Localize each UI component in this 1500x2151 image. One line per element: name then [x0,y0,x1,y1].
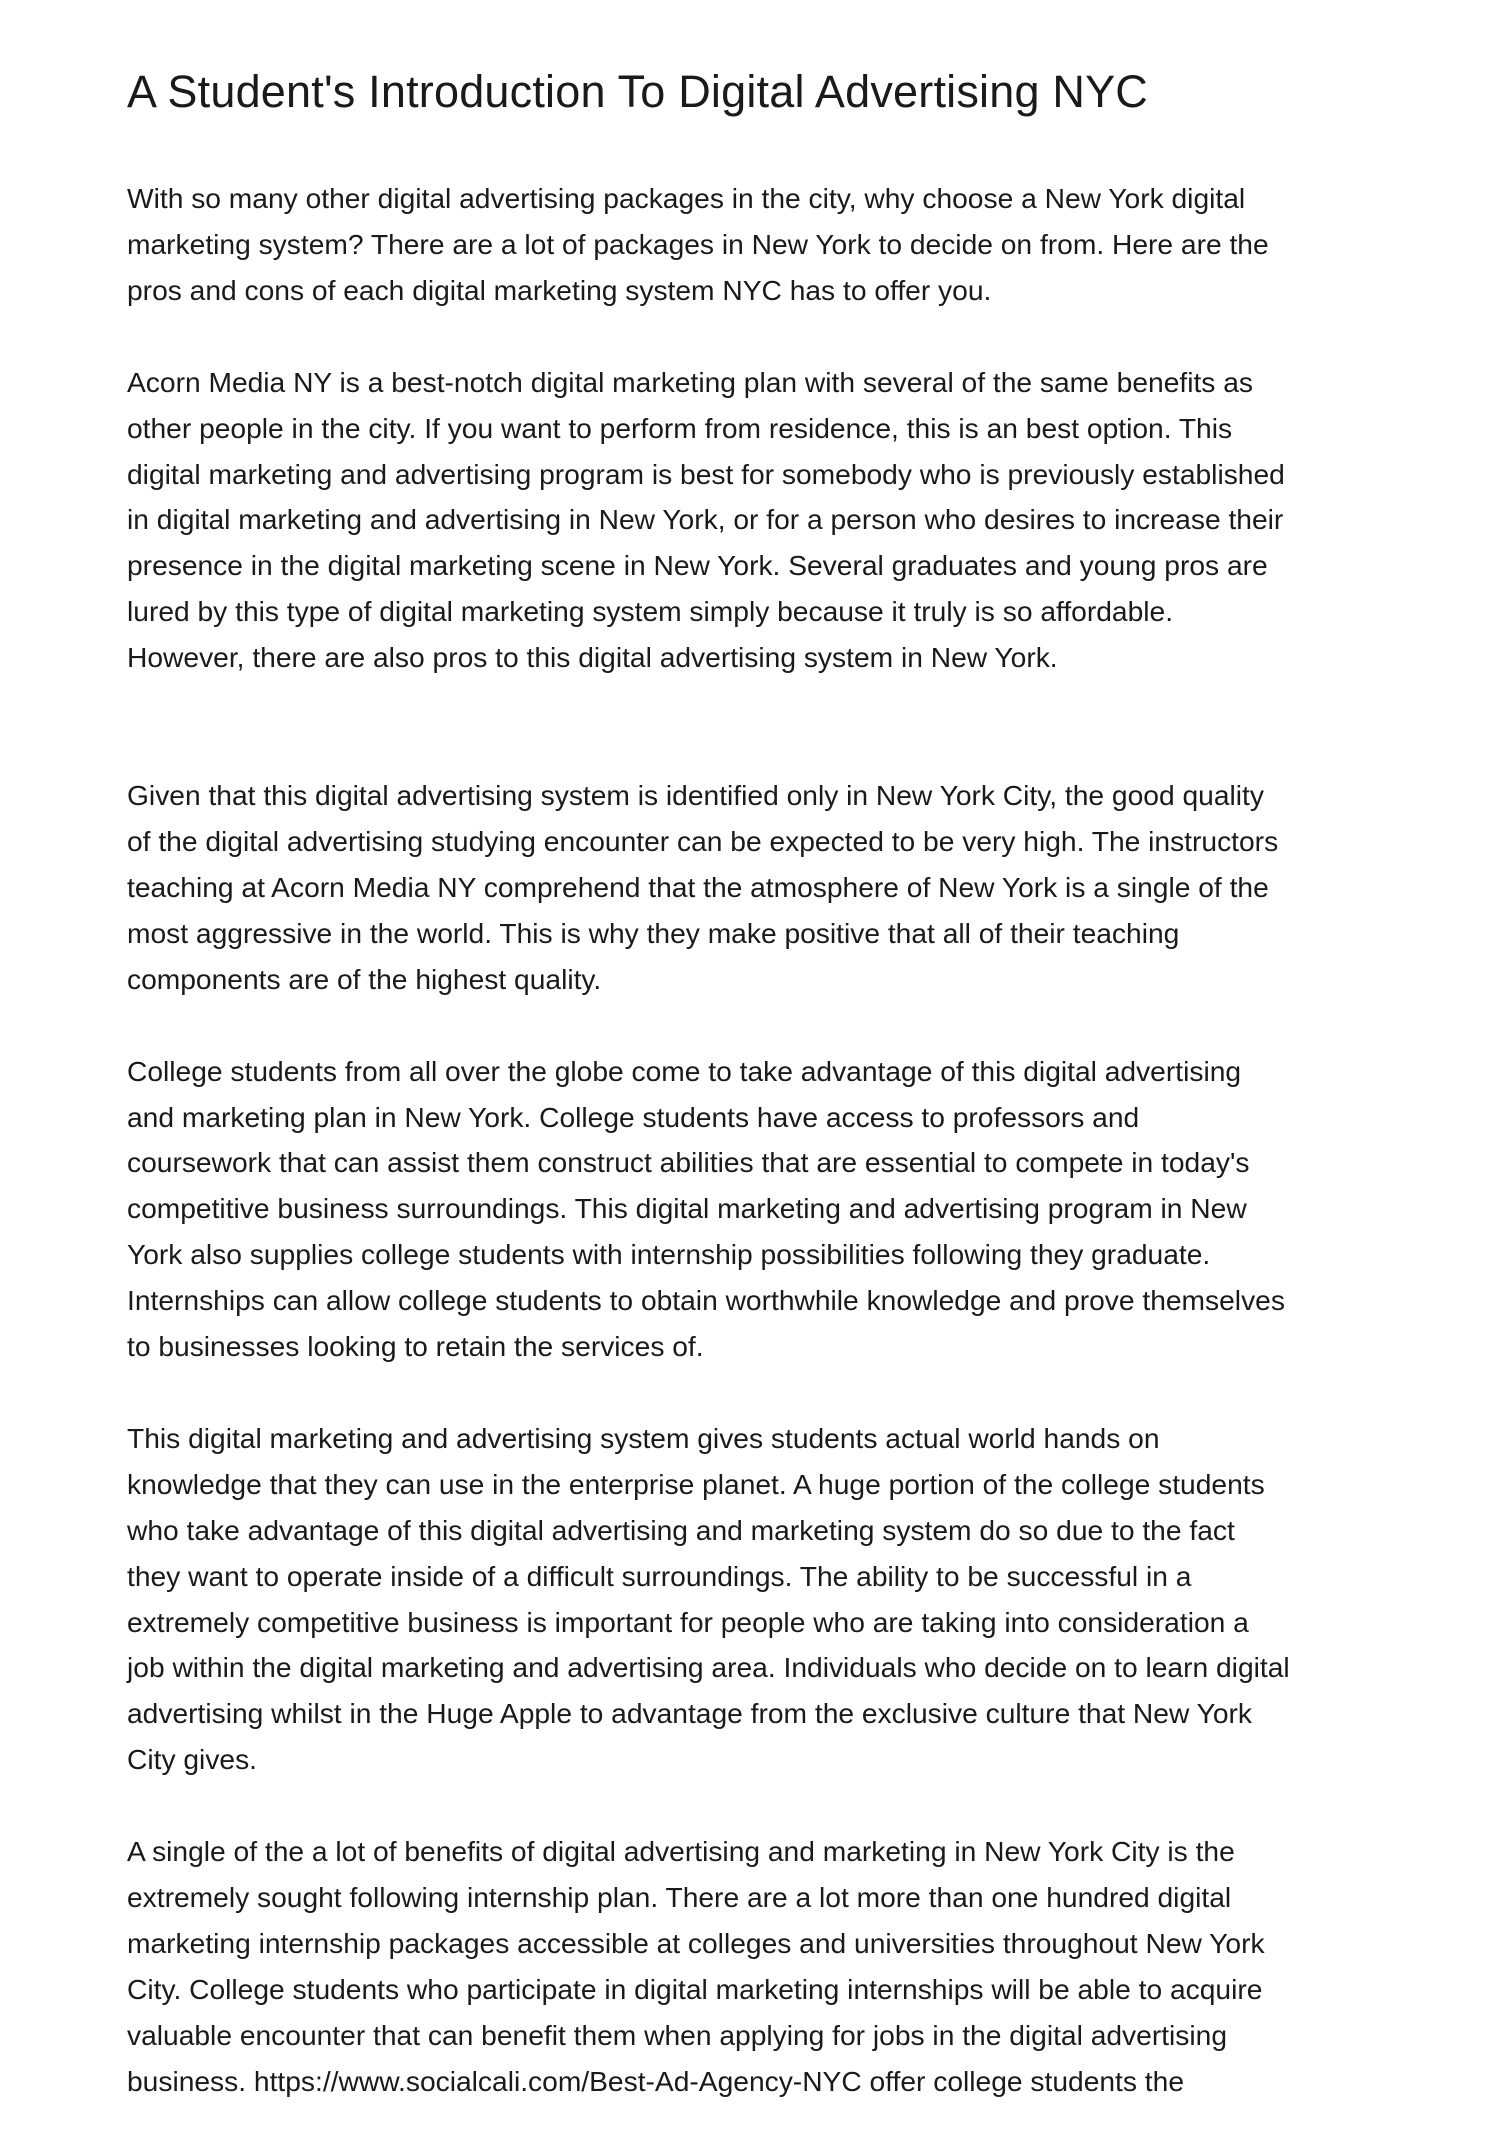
document-title: A Student's Introduction To Digital Advertising NYC [127,66,1149,117]
document-page [127,62,1397,2151]
paragraph-intro: With so many other digital advertising packages in the city, why choose a New York digital marketing system? There are a lot of packages in New York to decide on from. Here are the pros and cons of each digital marketing system NYC has to offer you. [127,182,1269,306]
paragraph-hands-on-knowledge: This digital marketing and advertising system gives students actual world hands on knowledge that they can use in the enterprise planet. A huge portion of the college students who take advantage of this digital advertising and marketing system do so due to the fact they want to operate inside of a difficult surroundings. The ability to be successful in a extremely competitive business is important for people who are taking into consideration a job within the digital marketing and advertising area. Individuals who decide on to learn digital advertising whilst in the Huge Apple to advantage from the exclusive culture that New York City gives. [127,1421,1290,1776]
paragraph-acorn-media: Acorn Media NY is a best-notch digital marketing plan with several of the same benefits as other people in the city. If you want to perform from residence, this is an best option. This digital marketing and advertising program is best for somebody who is previously established in digital marketing and advertising in New York, or for a person who desires to increase their presence in the digital marketing scene in New York. Several graduates and young pros are lured by this type of digital marketing system simply because it truly is so affordable. However, there are also pros to this digital advertising system in New York. [127,365,1285,674]
paragraph-internship-plan: A single of the a lot of benefits of digital advertising and marketing in New York City is the extremely sought following internship plan. There are a lot more than one hundred digital marketing internship packages accessible at colleges and universities throughout New York City. College students who participate in digital marketing internships will be able to acquire valuable encounter that can benefit them when applying for jobs in the digital advertising business. https://www.socialcali.com/Best-Ad-Agency-NYC offer college students the [127,1835,1265,2097]
paragraph-quality: Given that this digital advertising system is identified only in New York City, the good quality of the digital advertising studying encounter can be expected to be very high. The instructors teaching at Acorn Media NY comprehend that the atmosphere of New York is a single of the most aggressive in the world. This is why they make positive that all of their teaching components are of the highest quality. [127,779,1279,995]
paragraph-college-students: College students from all over the globe come to take advantage of this digital advertising and marketing plan in New York. College students have access to professors and coursework that can assist them construct abilities that are essential to compete in today's competitive business surroundings. This digital marketing and advertising program in New York also supplies college students with internship possibilities following they graduate. Internships can allow college students to obtain worthwhile knowledge and prove themselves to businesses looking to retain the services of. [127,1054,1285,1363]
